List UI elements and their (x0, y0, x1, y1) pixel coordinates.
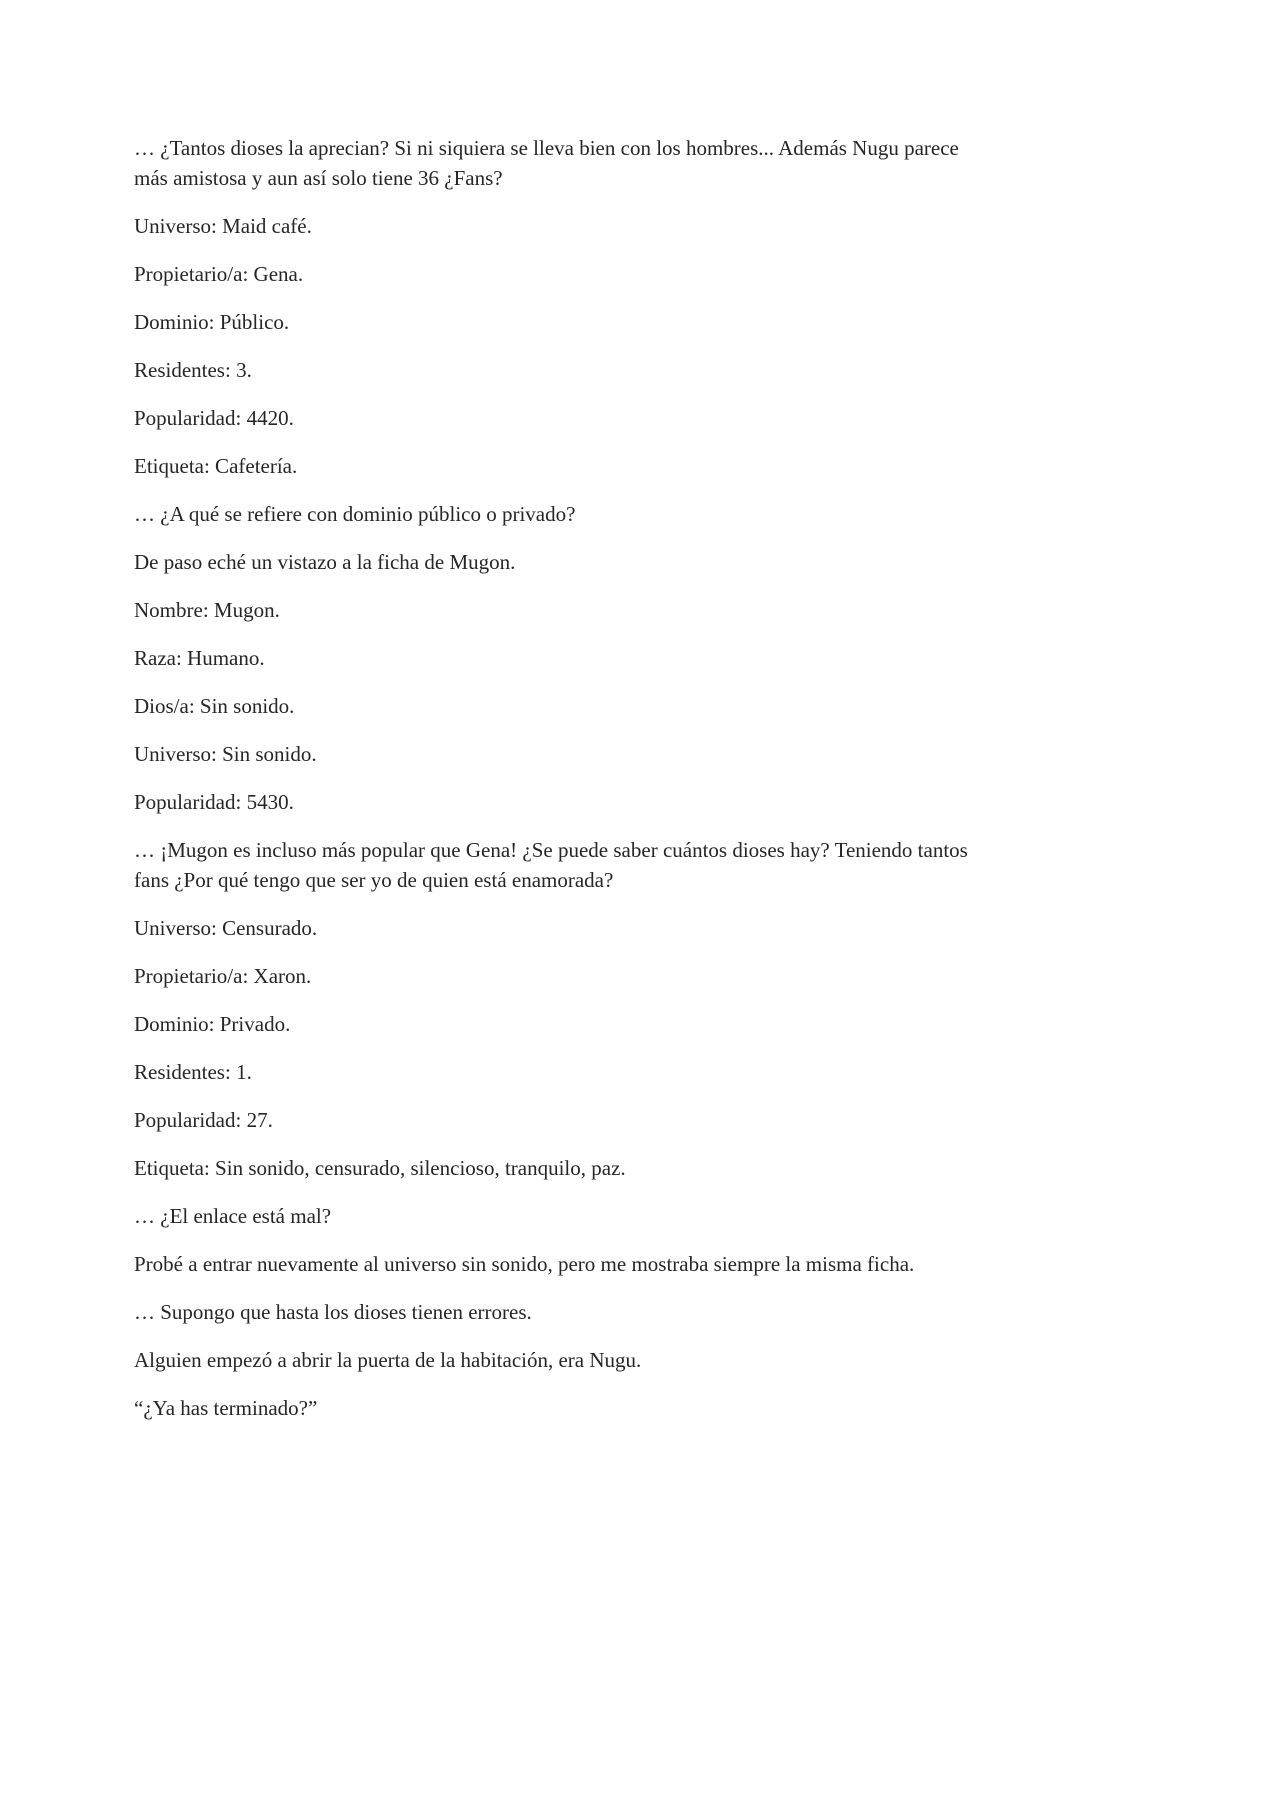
paragraph: Universo: Maid café. (134, 214, 312, 238)
paragraph: Propietario/a: Xaron. (134, 964, 312, 988)
paragraph: Universo: Sin sonido. (134, 742, 317, 766)
paragraph: Alguien empezó a abrir la puerta de la habitación, era Nugu. (134, 1348, 642, 1372)
paragraph: Etiqueta: Sin sonido, censurado, silencioso, tranquilo, paz. (134, 1156, 626, 1180)
paragraph: Dios/a: Sin sonido. (134, 694, 295, 718)
paragraph: Residentes: 1. (134, 1060, 252, 1084)
paragraph: Nombre: Mugon. (134, 598, 280, 622)
paragraph: Propietario/a: Gena. (134, 262, 304, 286)
paragraph: Etiqueta: Cafetería. (134, 454, 298, 478)
paragraph: Residentes: 3. (134, 358, 252, 382)
paragraph: Popularidad: 5430. (134, 790, 294, 814)
paragraph: … ¿A qué se refiere con dominio público o privado? (134, 502, 576, 526)
paragraph: … ¿Tantos dioses la aprecian? Si ni siquiera se lleva bien con los hombres... Además Nugu parece más amistosa y aun así solo tiene 36 ¿Fans? (134, 136, 959, 190)
paragraph: “¿Ya has terminado?” (134, 1396, 318, 1420)
paragraph: … Supongo que hasta los dioses tienen errores. (134, 1300, 532, 1324)
paragraph: Dominio: Privado. (134, 1012, 291, 1036)
paragraph: Popularidad: 4420. (134, 406, 294, 430)
document-body (134, 133, 984, 1441)
paragraph: Popularidad: 27. (134, 1108, 273, 1132)
paragraph: … ¿El enlace está mal? (134, 1204, 332, 1228)
paragraph: Probé a entrar nuevamente al universo sin sonido, pero me mostraba siempre la misma ficha. (134, 1252, 915, 1276)
paragraph: … ¡Mugon es incluso más popular que Gena! ¿Se puede saber cuántos dioses hay? Teniendo tantos fans ¿Por qué tengo que ser yo de quien está enamorada? (134, 838, 968, 892)
paragraph: Raza: Humano. (134, 646, 265, 670)
paragraph: Dominio: Público. (134, 310, 290, 334)
paragraph: Universo: Censurado. (134, 916, 318, 940)
paragraph: De paso eché un vistazo a la ficha de Mugon. (134, 550, 516, 574)
